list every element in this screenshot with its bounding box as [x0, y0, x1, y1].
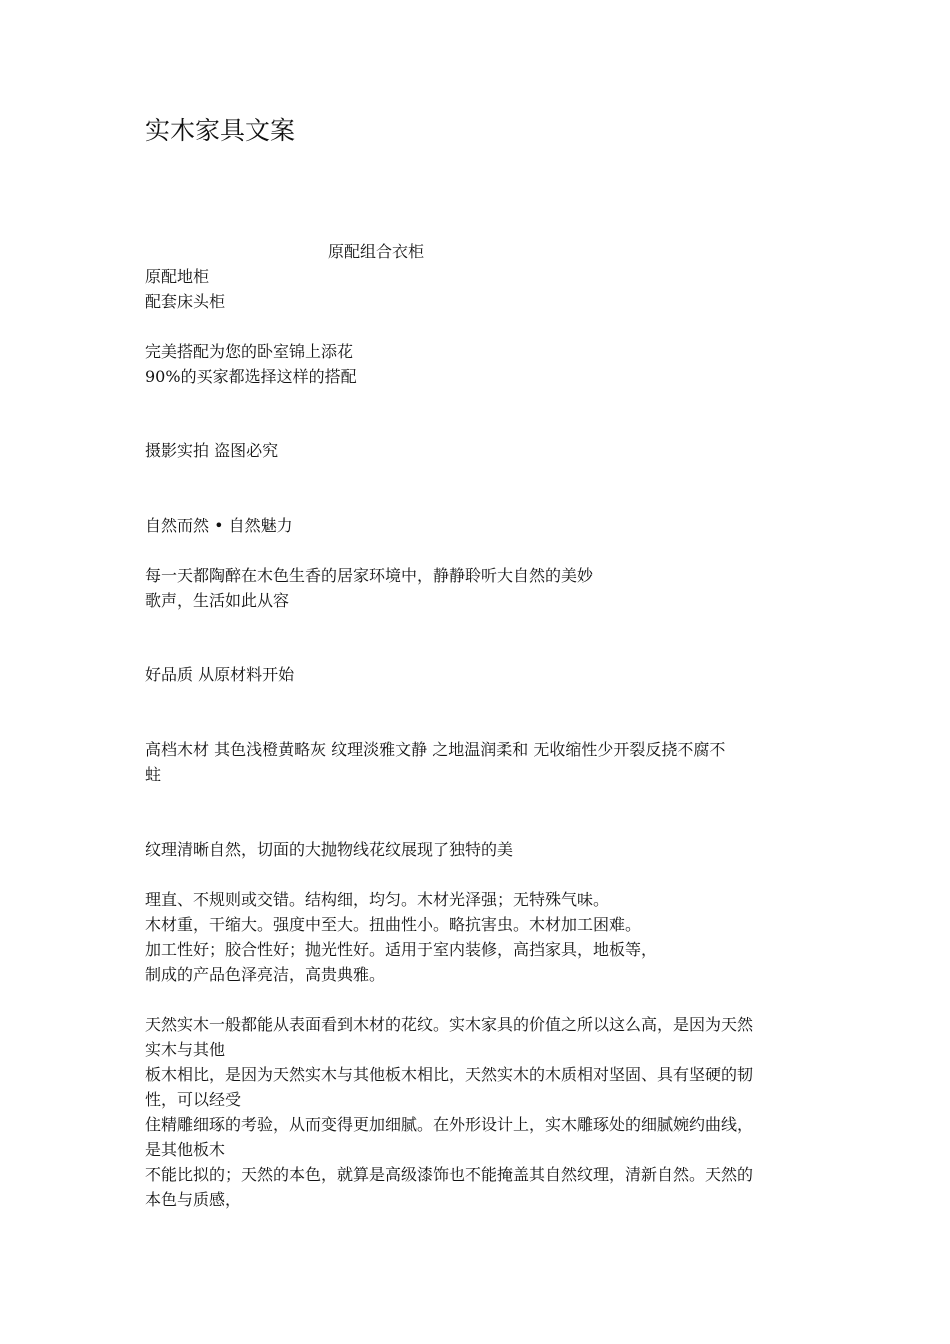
- paragraph-line: 本色与质感，: [145, 1190, 242, 1209]
- section-heading-grain: 纹理清晰自然，切面的大抛物线花纹展现了独特的美: [145, 840, 514, 859]
- paragraph-line: 制成的产品色泽亮洁，高贵典雅。: [145, 965, 386, 984]
- paragraph-line: 理直、不规则或交错。结构细，均匀。木材光泽强；无特殊气味。: [145, 890, 610, 909]
- paragraph-line: 天然实木一般都能从表面看到木材的花纹。实木家具的价值之所以这么高，是因为天然: [145, 1015, 754, 1034]
- line-nightstand: 配套床头柜: [145, 292, 226, 311]
- paragraph-line: 实木与其他: [145, 1040, 226, 1059]
- paragraph-line: 高档木材 其色浅橙黄略灰 纹理淡雅文静 之地温润柔和 无收缩性少开裂反挠不腐不: [145, 740, 726, 759]
- paragraph-line: 木材重，干缩大。强度中至大。扭曲性小。略抗害虫。木材加工困难。: [145, 915, 642, 934]
- paragraph-line: 是其他板木: [145, 1140, 226, 1159]
- paragraph-line: 住精雕细琢的考验，从而变得更加细腻。在外形设计上，实木雕琢处的细腻婉约曲线，: [145, 1115, 754, 1134]
- line-wardrobe: 原配组合衣柜: [328, 242, 425, 261]
- paragraph-line: 板木相比，是因为天然实木与其他板木相比，天然实木的木质相对坚固、具有坚硬的韧: [145, 1065, 754, 1084]
- section-heading-nature: 自然而然 • 自然魅力: [145, 516, 293, 535]
- line-perfect-match: 完美搭配为您的卧室锦上添花: [145, 342, 354, 361]
- paragraph-line: 不能比拟的；天然的本色，就算是高级漆饰也不能掩盖其自然纹理，清新自然。天然的: [145, 1165, 754, 1184]
- document-title: 实木家具文案: [145, 116, 296, 145]
- paragraph-line: 加工性好；胶合性好；抛光性好。适用于室内装修，高挡家具，地板等，: [145, 940, 658, 959]
- section-heading-quality: 好品质 从原材料开始: [145, 665, 295, 684]
- line-buyers-choice: 90%的买家都选择这样的搭配: [145, 367, 357, 386]
- paragraph-line: 性，可以经受: [145, 1090, 242, 1109]
- paragraph-line: 蛀: [145, 765, 162, 784]
- paragraph-line: 歌声，生活如此从容: [145, 591, 290, 610]
- line-photo-notice: 摄影实拍 盗图必究: [145, 441, 279, 460]
- line-floor-cabinet: 原配地柜: [145, 267, 210, 286]
- paragraph-line: 每一天都陶醉在木色生香的居家环境中，静静聆听大自然的美妙: [145, 566, 594, 585]
